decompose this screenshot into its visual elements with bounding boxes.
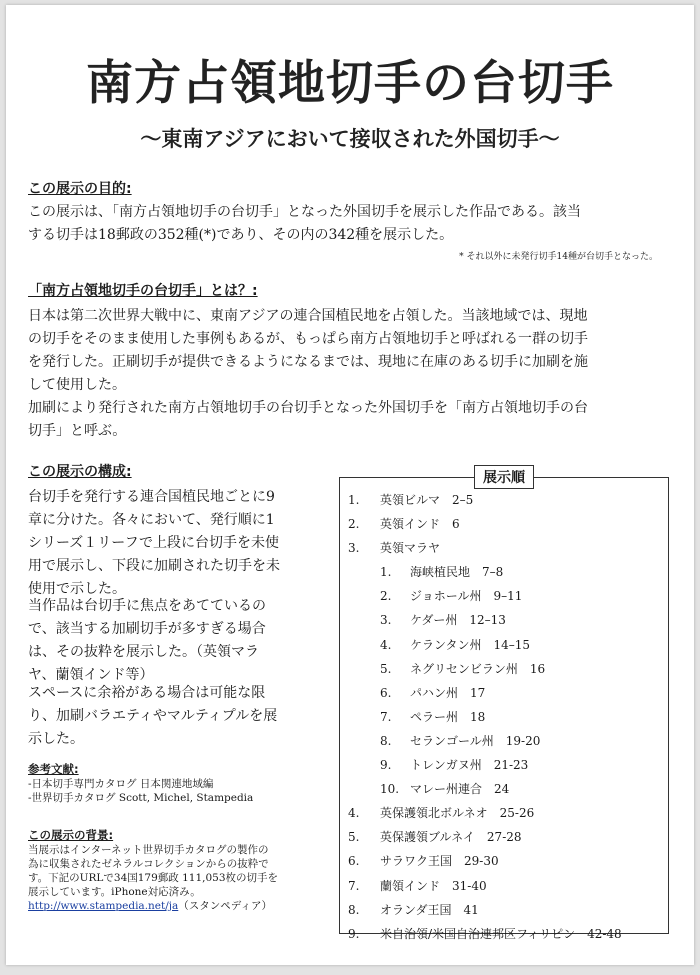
- order-item-number: 3.: [380, 613, 392, 628]
- order-item-label: 米自治領/米国自治連邦区フィリピン 42-48: [380, 926, 622, 941]
- order-item-label: 海峡植民地 7–8: [410, 565, 504, 580]
- order-item: [340, 825, 668, 849]
- whatis-text-2: [28, 397, 688, 443]
- order-item: [340, 801, 668, 825]
- order-item-number: 2.: [348, 517, 360, 532]
- whatis-line: を発行した。正刷切手が提供できるようになるまでは、現地に在庫のある切手に加刷を施: [28, 354, 588, 370]
- order-item: [340, 681, 668, 705]
- order-item-label: サラワク王国 29-30: [380, 854, 499, 869]
- order-item: [340, 777, 668, 801]
- background-text: [28, 843, 333, 913]
- whatis-line: 切手」と呼ぶ。: [28, 423, 127, 439]
- composition-heading: この展示の構成:: [28, 464, 132, 480]
- order-item: [340, 488, 668, 512]
- page-title: 南方占領地切手の台切手: [86, 56, 614, 111]
- order-item-number: 8.: [348, 902, 360, 917]
- order-item-number: 1.: [380, 565, 392, 580]
- composition-line: 当作品は台切手に焦点をあてているの: [28, 598, 266, 614]
- purpose-line: この展示は、「南方占領地切手の台切手」となった外国切手を展示した作品である。該当: [28, 204, 581, 220]
- order-item-label: ケランタン州 14–15: [410, 637, 531, 652]
- order-item-number: 4.: [380, 637, 392, 652]
- background-line: 展示しています。iPhone対応済み。: [28, 886, 201, 898]
- order-item: [340, 657, 668, 681]
- page-subtitle: 〜東南アジアにおいて接収された外国切手〜: [140, 127, 560, 151]
- order-item-number: 10.: [380, 782, 400, 797]
- background-line: 当展示はインターネット世界切手カタログの製作の: [28, 844, 269, 856]
- composition-line: 台切手を発行する連合国植民地ごとに9: [28, 489, 275, 505]
- composition-para-1: [28, 486, 328, 601]
- link-suffix: （スタンペディア）: [178, 900, 272, 912]
- order-item-label: オランダ王国 41: [380, 902, 479, 917]
- composition-line: 章に分けた。各々において、発行順に1: [28, 512, 275, 528]
- order-item-label: 英領マラヤ: [380, 541, 441, 556]
- order-item-number: 5.: [348, 830, 360, 845]
- order-item-number: 6.: [380, 685, 392, 700]
- order-item-number: 9.: [348, 926, 360, 941]
- order-item: [340, 753, 668, 777]
- composition-para-3: [28, 682, 328, 751]
- order-item-label: ジョホール州 9–11: [410, 589, 523, 604]
- order-item: [340, 560, 668, 584]
- purpose-line: する切手は18郵政の352種(*)であり、その内の342種を展示した。: [28, 227, 454, 243]
- purpose-note: * それ以外に未発行切手14種が台切手となった。: [459, 252, 658, 262]
- order-item-number: 6.: [348, 854, 360, 869]
- order-item-number: 9.: [380, 758, 392, 773]
- exhibit-order-title: 展示順: [474, 465, 534, 489]
- order-item-label: トレンガヌ州 21-23: [410, 758, 529, 773]
- composition-line: ヤ、蘭領インド等）: [28, 667, 154, 683]
- composition-line: は、その抜粋を展示した。（英領マラ: [28, 644, 259, 660]
- order-item-number: 4.: [348, 806, 360, 821]
- whatis-line: して使用した。: [28, 377, 126, 393]
- order-item: [340, 536, 668, 560]
- order-item: [340, 705, 668, 729]
- composition-line: で、該当する加刷切手が多すぎる場合: [28, 621, 266, 637]
- order-item-label: パハン州 17: [410, 685, 486, 700]
- order-item-number: 3.: [348, 541, 360, 556]
- order-item-number: 5.: [380, 661, 392, 676]
- composition-para-2: [28, 595, 328, 687]
- purpose-text: [28, 201, 688, 247]
- order-item: [340, 512, 668, 536]
- whatis-line: の切手をそのまま使用した事例もあるが、もっぱら南方占領地切手と呼ばれる一群の切手: [28, 331, 588, 347]
- order-item-label: ネグリセンビラン州 16: [410, 661, 546, 676]
- order-item-number: 8.: [380, 733, 392, 748]
- order-item-label: セランゴール州 19-20: [410, 733, 541, 748]
- exhibit-order-list: [340, 488, 668, 946]
- order-item-number: 7.: [348, 878, 360, 893]
- composition-line: り、加刷バラエティやマルティプルを展: [28, 708, 278, 724]
- order-item-number: 1.: [348, 493, 360, 507]
- stampedia-link[interactable]: http://www.stampedia.net/ja: [28, 900, 179, 912]
- whatis-line: 加刷により発行された南方占領地切手の台切手となった外国切手を「南方占領地切手の台: [28, 400, 588, 416]
- order-item-label: 英領インド 6: [380, 517, 460, 532]
- order-item-label: 英保護領北ボルネオ 25-26: [380, 806, 535, 821]
- order-item: [340, 729, 668, 753]
- whatis-text: [28, 305, 688, 397]
- order-item-label: 英保護領ブルネイ 27-28: [380, 830, 522, 845]
- composition-line: シリーズ１リーフで上段に台切手を未使: [28, 535, 280, 551]
- whatis-line: 日本は第二次世界大戦中に、東南アジアの連合国植民地を占領した。当該地域では、現地: [28, 308, 588, 324]
- composition-line: 示した。: [28, 731, 84, 747]
- order-item-number: 2.: [380, 589, 392, 604]
- order-item-label: 英領ビルマ 2–5: [380, 493, 474, 507]
- exhibit-order-box: [339, 470, 669, 941]
- document-page: [6, 5, 694, 965]
- order-item-label: マレー州連合 24: [410, 782, 510, 797]
- composition-line: 用で展示し、下段に加刷された切手を未: [28, 558, 280, 574]
- order-item-label: ペラー州 18: [410, 709, 486, 724]
- order-item: [340, 874, 668, 898]
- order-item: [340, 898, 668, 922]
- order-item: [340, 922, 668, 946]
- order-item-number: 7.: [380, 709, 392, 724]
- order-item-label: ケダー州 12–13: [410, 613, 506, 628]
- background-heading: この展示の背景:: [28, 828, 114, 842]
- composition-line: スペースに余裕がある場合は可能な限: [28, 685, 266, 701]
- reference-item: -世界切手カタログ Scott, Michel, Stampedia: [28, 792, 254, 804]
- purpose-heading: この展示の目的:: [28, 181, 132, 197]
- background-line: 為に収集されたゼネラルコレクションからの抜粋で: [28, 858, 269, 870]
- references-heading: 参考文献:: [28, 762, 79, 776]
- references-list: [28, 777, 328, 805]
- composition-line: 使用で示した。: [28, 581, 126, 597]
- order-item: [340, 608, 668, 632]
- whatis-heading: 「南方占領地切手の台切手」とは？:: [28, 283, 258, 299]
- order-item-label: 蘭領インド 31-40: [380, 878, 487, 893]
- reference-item: -日本切手専門カタログ 日本関連地域編: [28, 778, 214, 790]
- background-line: す。下記のURLで34国179郵政 111,053枚の切手を: [28, 872, 279, 884]
- order-item: [340, 584, 668, 608]
- order-item: [340, 849, 668, 873]
- order-item: [340, 633, 668, 657]
